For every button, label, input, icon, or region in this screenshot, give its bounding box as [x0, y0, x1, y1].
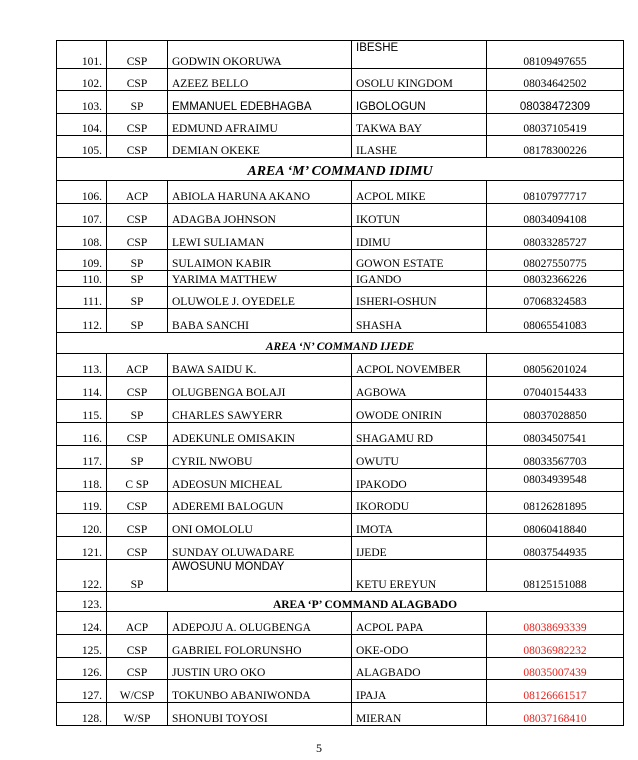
officer-name: JUSTIN URO OKO [168, 658, 352, 680]
row-number: 124. [57, 612, 107, 635]
roster-table [56, 40, 624, 726]
station: IPAJA [352, 680, 487, 703]
station: AGBOWA [352, 377, 487, 400]
officer-name: SULAIMON KABIR [168, 250, 352, 271]
table-row [57, 400, 624, 423]
phone-number: 08125151088 [487, 560, 624, 592]
table-row [57, 560, 624, 592]
rank: CSP [107, 514, 168, 537]
row-number: 113. [57, 354, 107, 377]
rank: SP [107, 560, 168, 592]
row-number: 120. [57, 514, 107, 537]
officer-name: LEWI SULIAMAN [168, 227, 352, 250]
station: GOWON ESTATE [352, 250, 487, 271]
table-row [57, 41, 624, 69]
rank: CSP [107, 492, 168, 514]
row-number: 115. [57, 400, 107, 423]
officer-name: GABRIEL FOLORUNSHO [168, 635, 352, 658]
station: ALAGBADO [352, 658, 487, 680]
row-number: 123. [57, 592, 107, 612]
phone-number: 07040154433 [487, 377, 624, 400]
officer-name: ADEKUNLE OMISAKIN [168, 423, 352, 446]
phone-number: 08037028850 [487, 400, 624, 423]
phone-number: 08034507541 [487, 423, 624, 446]
officer-name: EMMANUEL EDEBHAGBA [168, 91, 352, 114]
row-number: 122. [57, 560, 107, 592]
rank: SP [107, 400, 168, 423]
officer-name: GODWIN OKORUWA [168, 41, 352, 69]
station: ACPOL NOVEMBER [352, 354, 487, 377]
table-row [57, 680, 624, 703]
rank: CSP [107, 227, 168, 250]
table-row [57, 309, 624, 333]
phone-number: 08033285727 [487, 227, 624, 250]
station: OWODE ONIRIN [352, 400, 487, 423]
table-row [57, 227, 624, 250]
row-number: 110. [57, 271, 107, 287]
row-number: 106. [57, 181, 107, 204]
officer-name: AWOSUNU MONDAY [168, 560, 352, 592]
table-row [57, 469, 624, 492]
rank: CSP [107, 423, 168, 446]
phone-number: 08037168410 [487, 703, 624, 726]
officer-name: ADEPOJU A. OLUGBENGA [168, 612, 352, 635]
table-row [57, 136, 624, 158]
table-row [57, 703, 624, 726]
table-row [57, 492, 624, 514]
rank: CSP [107, 377, 168, 400]
station: SHAGAMU RD [352, 423, 487, 446]
table-row [57, 537, 624, 560]
rank: ACP [107, 354, 168, 377]
station: ACPOL MIKE [352, 181, 487, 204]
row-number: 108. [57, 227, 107, 250]
phone-number: 08035007439 [487, 658, 624, 680]
station: IGANDO [352, 271, 487, 287]
station: MIERAN [352, 703, 487, 726]
officer-name: ADEOSUN MICHEAL [168, 469, 352, 492]
rank: CSP [107, 136, 168, 158]
phone-number: 08033567703 [487, 446, 624, 469]
station: IKORODU [352, 492, 487, 514]
row-number: 121. [57, 537, 107, 560]
rank: CSP [107, 204, 168, 227]
officer-name: SHONUBI TOYOSI [168, 703, 352, 726]
row-number: 103. [57, 91, 107, 114]
table-row [57, 250, 624, 271]
officer-name: ONI OMOLOLU [168, 514, 352, 537]
station: IDIMU [352, 227, 487, 250]
row-number: 127. [57, 680, 107, 703]
phone-number: 08037105419 [487, 114, 624, 136]
station: OKE-ODO [352, 635, 487, 658]
section-row [57, 592, 624, 612]
page-number: 5 [316, 741, 322, 755]
station: IGBOLOGUN [352, 91, 487, 114]
officer-name: DEMIAN OKEKE [168, 136, 352, 158]
table-row [57, 69, 624, 91]
rank: CSP [107, 114, 168, 136]
section-heading: AREA ‘N’ COMMAND IJEDE [57, 333, 624, 354]
rank: SP [107, 91, 168, 114]
row-number: 126. [57, 658, 107, 680]
phone-number: 08034094108 [487, 204, 624, 227]
row-number: 104. [57, 114, 107, 136]
rank: SP [107, 250, 168, 271]
row-number: 125. [57, 635, 107, 658]
phone-number: 08038693339 [487, 612, 624, 635]
table-row [57, 658, 624, 680]
station: ILASHE [352, 136, 487, 158]
officer-name: TOKUNBO ABANIWONDA [168, 680, 352, 703]
rank: SP [107, 446, 168, 469]
rank: W/SP [107, 703, 168, 726]
table-row [57, 114, 624, 136]
row-number: 116. [57, 423, 107, 446]
officer-name: AZEEZ BELLO [168, 69, 352, 91]
table-row [57, 514, 624, 537]
row-number: 101. [57, 41, 107, 69]
table-row [57, 287, 624, 309]
table-row [57, 446, 624, 469]
row-number: 128. [57, 703, 107, 726]
phone-number: 08178300226 [487, 136, 624, 158]
station: KETU EREYUN [352, 560, 487, 592]
station: IJEDE [352, 537, 487, 560]
officer-name: YARIMA MATTHEW [168, 271, 352, 287]
row-number: 111. [57, 287, 107, 309]
rank: SP [107, 309, 168, 333]
station: IPAKODO [352, 469, 487, 492]
rank: SP [107, 287, 168, 309]
section-heading: AREA ‘M’ COMMAND IDIMU [57, 158, 624, 181]
rank: CSP [107, 635, 168, 658]
row-number: 107. [57, 204, 107, 227]
officer-name: EDMUND AFRAIMU [168, 114, 352, 136]
officer-name: OLUWOLE J. OYEDELE [168, 287, 352, 309]
rank: ACP [107, 181, 168, 204]
officer-name: ADAGBA JOHNSON [168, 204, 352, 227]
phone-number: 08034642502 [487, 69, 624, 91]
phone-number: 08034939548 [487, 469, 624, 492]
station: ISHERI-OSHUN [352, 287, 487, 309]
section-row [57, 158, 624, 181]
table-row [57, 354, 624, 377]
table-row [57, 91, 624, 114]
phone-number: 08126661517 [487, 680, 624, 703]
rank: C SP [107, 469, 168, 492]
phone-number: 08060418840 [487, 514, 624, 537]
phone-number: 08126281895 [487, 492, 624, 514]
table-row [57, 423, 624, 446]
station: OWUTU [352, 446, 487, 469]
table-row [57, 181, 624, 204]
station: SHASHA [352, 309, 487, 333]
rank: CSP [107, 41, 168, 69]
row-number: 119. [57, 492, 107, 514]
table-row [57, 204, 624, 227]
phone-number: 08065541083 [487, 309, 624, 333]
officer-name: CHARLES SAWYERR [168, 400, 352, 423]
phone-number: 08027550775 [487, 250, 624, 271]
station: IKOTUN [352, 204, 487, 227]
row-number: 114. [57, 377, 107, 400]
station: IBESHE [352, 41, 487, 69]
table-row [57, 377, 624, 400]
section-row [57, 333, 624, 354]
phone-number: 08056201024 [487, 354, 624, 377]
phone-number: 07068324583 [487, 287, 624, 309]
row-number: 112. [57, 309, 107, 333]
table-row [57, 612, 624, 635]
rank: CSP [107, 537, 168, 560]
table-row [57, 271, 624, 287]
station: IMOTA [352, 514, 487, 537]
row-number: 117. [57, 446, 107, 469]
rank: SP [107, 271, 168, 287]
officer-name: SUNDAY OLUWADARE [168, 537, 352, 560]
officer-name: BAWA SAIDU K. [168, 354, 352, 377]
row-number: 118. [57, 469, 107, 492]
phone-number: 08107977717 [487, 181, 624, 204]
officer-name: CYRIL NWOBU [168, 446, 352, 469]
rank: ACP [107, 612, 168, 635]
officer-name: ABIOLA HARUNA AKANO [168, 181, 352, 204]
rank: CSP [107, 658, 168, 680]
row-number: 109. [57, 250, 107, 271]
table-row [57, 635, 624, 658]
rank: W/CSP [107, 680, 168, 703]
row-number: 105. [57, 136, 107, 158]
station: TAKWA BAY [352, 114, 487, 136]
officer-name: BABA SANCHI [168, 309, 352, 333]
phone-number: 08109497655 [487, 41, 624, 69]
phone-number: 08037544935 [487, 537, 624, 560]
row-number: 102. [57, 69, 107, 91]
officer-name: OLUGBENGA BOLAJI [168, 377, 352, 400]
section-heading: AREA ‘P’ COMMAND ALAGBADO [107, 592, 624, 612]
station: ACPOL PAPA [352, 612, 487, 635]
station: OSOLU KINGDOM [352, 69, 487, 91]
officer-name: ADEREMI BALOGUN [168, 492, 352, 514]
phone-number: 08038472309 [487, 91, 624, 114]
phone-number: 08032366226 [487, 271, 624, 287]
phone-number: 08036982232 [487, 635, 624, 658]
rank: CSP [107, 69, 168, 91]
